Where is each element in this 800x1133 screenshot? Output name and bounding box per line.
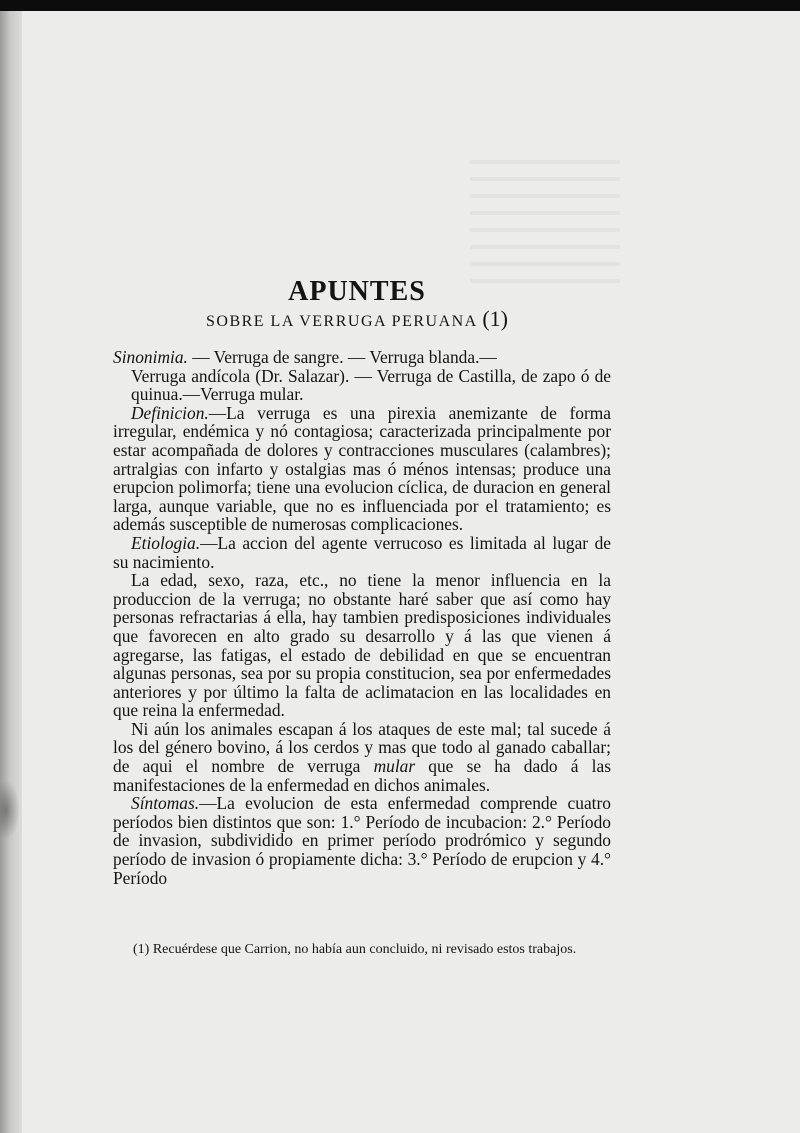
paragraph-animales — [113, 720, 611, 794]
footnote: (1) Recuérdese que Carrion, no había aun concluido, ni revisado estos trabajos. — [133, 942, 577, 957]
paragraph-sinonimia — [113, 348, 611, 367]
etiologia-text: —La accion del agente verrucoso es limitada al lugar de su nacimiento. — [113, 532, 611, 572]
term-sintomas: Síntomas. — [131, 793, 200, 814]
scan-top-border — [0, 0, 800, 11]
term-etiologia: Etiologia. — [131, 532, 201, 553]
book-gutter-shadow — [0, 11, 22, 1133]
footnote-reference: (1) — [482, 306, 508, 331]
paragraph-edad: La edad, sexo, raza, etc., no tiene la menor influencia en la produccion de la verruga; no obstante haré saber que así como hay personas refractarias á ella, hay tambien predisposiciones individuales que favorecen en alto grado su desarrollo y á las que vienen á agregarse, las fatigas, el estado de debilidad en que se encuentran algunas personas, sea por su propia constitucion, sea por enfermedades anteriores y por último la falta de aclimatacion en las localidades en que reina la enfermedad. — [113, 570, 611, 721]
paragraph-definicion — [113, 404, 611, 534]
term-sinonimia: Sinonimia. — [113, 347, 188, 367]
subtitle-text: SOBRE LA VERRUGA PERUANA — [205, 313, 477, 330]
term-definicion: Definicion. — [131, 402, 209, 423]
term-mular: mular — [373, 756, 416, 777]
sinonimia-first-line: — Verruga de sangre. — Verruga blanda.— — [187, 347, 497, 367]
sintomas-text: —La evolucion de esta enfermedad comprende cuatro períodos bien distintos que son: 1.° Período de incubacion: 2.° Período de invasion, subdividido en primer período prodrómico y segundo período de invasion ó propiamente dicha: 3.° Período de erupcion y 4.° Período — [113, 793, 611, 888]
paragraph-etiologia — [113, 534, 611, 571]
paragraph-sinonimia-continued: Verruga andícola (Dr. Salazar). — Verruga de Castilla, de zapo ó de quinua.—Verruga mular. — [131, 365, 611, 405]
show-through-text — [470, 160, 620, 290]
animales-text-before: Ni aún los animales escapan á los ataques de este mal; tal sucede á los del género bovino, á los cerdos y mas que todo al ganado caballar; de aqui el nombre de verruga — [113, 718, 611, 777]
article-body — [113, 348, 611, 887]
page-edge-stain — [0, 780, 20, 840]
animales-text-after: que se ha dado á las manifestaciones de la enfermedad en dichos animales. — [113, 756, 611, 795]
paragraph-sintomas — [113, 794, 611, 887]
definicion-text: —La verruga es una pirexia anemizante de forma irregular, endémica y nó contagiosa; caracterizada principalmente por estar acompañada de dolores y contracciones musculares (calambres); artralgias con infarto y ostalgias mas ó ménos intensas; produce una erupcion polimorfa; tiene una evolucion cíclica, de duracion en general larga, aunque variable, que no es influenciada por el tratamiento; es además susceptible de numerosas complicaciones. — [113, 402, 611, 535]
page-title: APUNTES — [288, 276, 426, 307]
page-subtitle — [0, 306, 714, 332]
